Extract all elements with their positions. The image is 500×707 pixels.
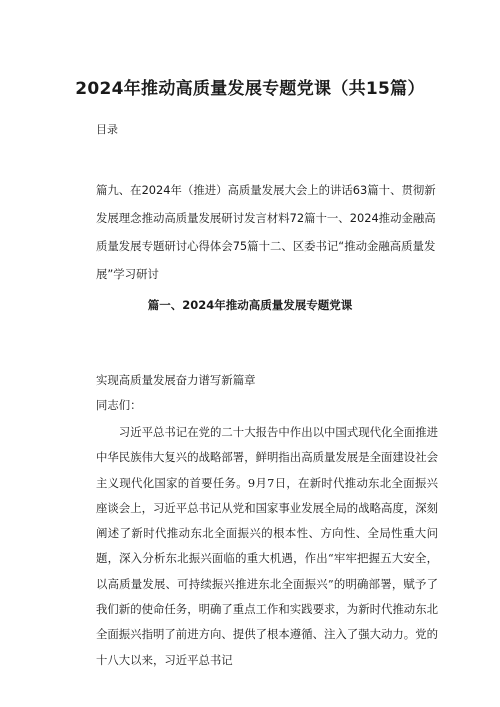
section-heading: 篇一、2024年推动高质量发展专题党课 — [147, 298, 353, 312]
salutation: 同志们： — [96, 398, 142, 412]
body-paragraph: 习近平总书记在党的二十大报告中作出以中国式现代化全面推进中华民族伟大复兴的战略部署，鲜明指出高质量发展是全面建设社会主义现代化国家的首要任务。9月7日，在新时代推动东北全面振兴座谈会上，习近平总书记从党和国家事业发展全局的战略高度，深刻阐述了新时代推动东北全面振兴的根本性、方向性、全局性重大问题，深入分析东北振兴面临的重大机遇，作出“牢牢把握五大安全，以高质量发展、可持续振兴推进东北全面振兴”的明确部署，赋予了我们新的使命任务，明确了重点工作和实践要求，为新时代推动东北全面振兴指明了前进方向、提供了根本遵循、注入了强大动力。党的十八大以来，习近平总书记 — [96, 425, 438, 667]
document-title: 2024年推动高质量发展专题党课（共15篇） — [75, 79, 425, 99]
toc-label: 目录 — [96, 123, 118, 136]
speech-title: 实现高质量发展奋力谱写新篇章 — [96, 373, 256, 387]
toc-entries: 篇九、在2024年（推进）高质量发展大会上的讲话63篇十、贯彻新发展理念推动高质量发展研讨发言材料72篇十一、2024推动金融高质量发展专题研讨心得体会75篇十二、区委书记“推动金融高质量发展”学习研讨 — [96, 183, 436, 281]
